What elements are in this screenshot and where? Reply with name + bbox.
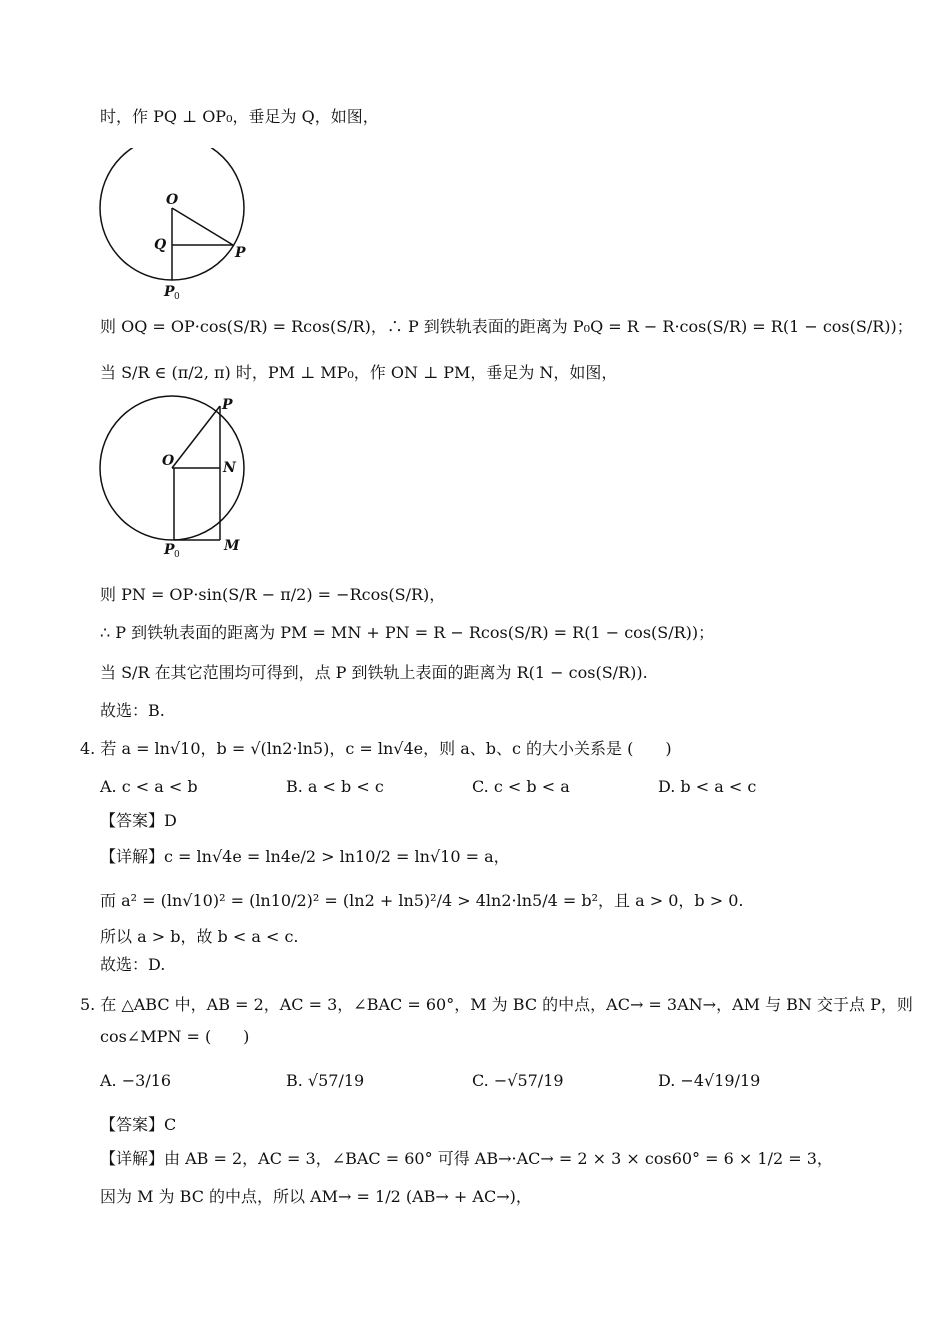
q4-stem: 4. 若 a = ln√10，b = √(ln2·ln5)，c = ln√4e，则 a、b、c 的大小关系是 ( ) bbox=[80, 739, 672, 758]
q4-detail-1: 【详解】c = ln√4e = ln4e/2 > ln10/2 = ln√10 = a， bbox=[100, 847, 510, 866]
figure-circle-2 bbox=[96, 394, 266, 566]
label-O: O bbox=[166, 192, 179, 208]
q4-answer: 【答案】D bbox=[100, 811, 177, 830]
q4-option-c: C. c < b < a bbox=[472, 777, 570, 796]
label-P: P bbox=[235, 245, 246, 261]
q4-detail-2: 而 a² = (ln√10)² = (ln10/2)² = (ln2 + ln5)²/4 > 4ln2·ln5/4 = b²，且 a > 0，b > 0. bbox=[100, 891, 744, 910]
q5-stem-line-2: cos∠MPN = ( ) bbox=[100, 1027, 250, 1046]
text-line-1: 时，作 PQ ⊥ OP₀，垂足为 Q，如图， bbox=[100, 107, 379, 126]
q5-detail-2: 因为 M 为 BC 的中点，所以 AM→ = 1/2 (AB→ + AC→)， bbox=[100, 1187, 532, 1206]
q5-option-c: C. −√57/19 bbox=[472, 1071, 564, 1090]
label-P0-sub: 0 bbox=[174, 292, 180, 302]
q5-stem-line-1: 5. 在 △ABC 中，AB = 2，AC = 3，∠BAC = 60°，M 为 BC 的中点，AC→ = 3AN→，AM 与 BN 交于点 P，则 bbox=[80, 995, 913, 1014]
q4-option-a: A. c < a < b bbox=[100, 777, 198, 796]
figure-circle-1-svg bbox=[96, 148, 256, 308]
label-P0: P bbox=[164, 284, 175, 300]
label-P0-sub: 0 bbox=[174, 550, 180, 560]
text-line-5: ∴ P 到铁轨表面的距离为 PM = MN + PN = R − Rcos(S/R) = R(1 − cos(S/R))； bbox=[100, 623, 715, 642]
q4-detail-3: 所以 a > b，故 b < a < c. bbox=[100, 927, 299, 946]
q5-answer: 【答案】C bbox=[100, 1115, 177, 1134]
label-O: O bbox=[162, 453, 175, 469]
figure-circle-1 bbox=[96, 148, 256, 312]
text-line-6: 当 S/R 在其它范围均可得到，点 P 到铁轨上表面的距离为 R(1 − cos(S/R)). bbox=[100, 663, 648, 682]
label-P: P bbox=[222, 397, 233, 413]
text-line-7: 故选：B. bbox=[100, 701, 165, 720]
q5-option-d: D. −4√19/19 bbox=[658, 1071, 761, 1090]
text-line-3: 当 S/R ∈ (π/2, π) 时，PM ⊥ MP₀，作 ON ⊥ PM，垂足为 N，如图， bbox=[100, 363, 618, 382]
q4-option-b: B. a < b < c bbox=[286, 777, 384, 796]
q5-option-b: B. √57/19 bbox=[286, 1071, 365, 1090]
label-M: M bbox=[224, 538, 240, 554]
text-line-2: 则 OQ = OP·cos(S/R) = Rcos(S/R)，∴ P 到铁轨表面的距离为 P₀Q = R − R·cos(S/R) = R(1 − cos(S/R))； bbox=[100, 317, 913, 336]
label-Q: Q bbox=[154, 237, 167, 253]
q5-option-a: A. −3/16 bbox=[100, 1071, 172, 1090]
figure-circle-2-svg bbox=[96, 394, 266, 562]
text-line-4: 则 PN = OP·sin(S/R − π/2) = −Rcos(S/R)， bbox=[100, 585, 446, 604]
q5-detail-1: 【详解】由 AB = 2，AC = 3，∠BAC = 60° 可得 AB→·AC→ = 2 × 3 × cos60° = 6 × 1/2 = 3， bbox=[100, 1149, 833, 1168]
label-P0: P bbox=[164, 542, 175, 558]
q4-option-d: D. b < a < c bbox=[658, 777, 757, 796]
label-N: N bbox=[223, 460, 236, 476]
q4-detail-4: 故选：D. bbox=[100, 955, 166, 974]
